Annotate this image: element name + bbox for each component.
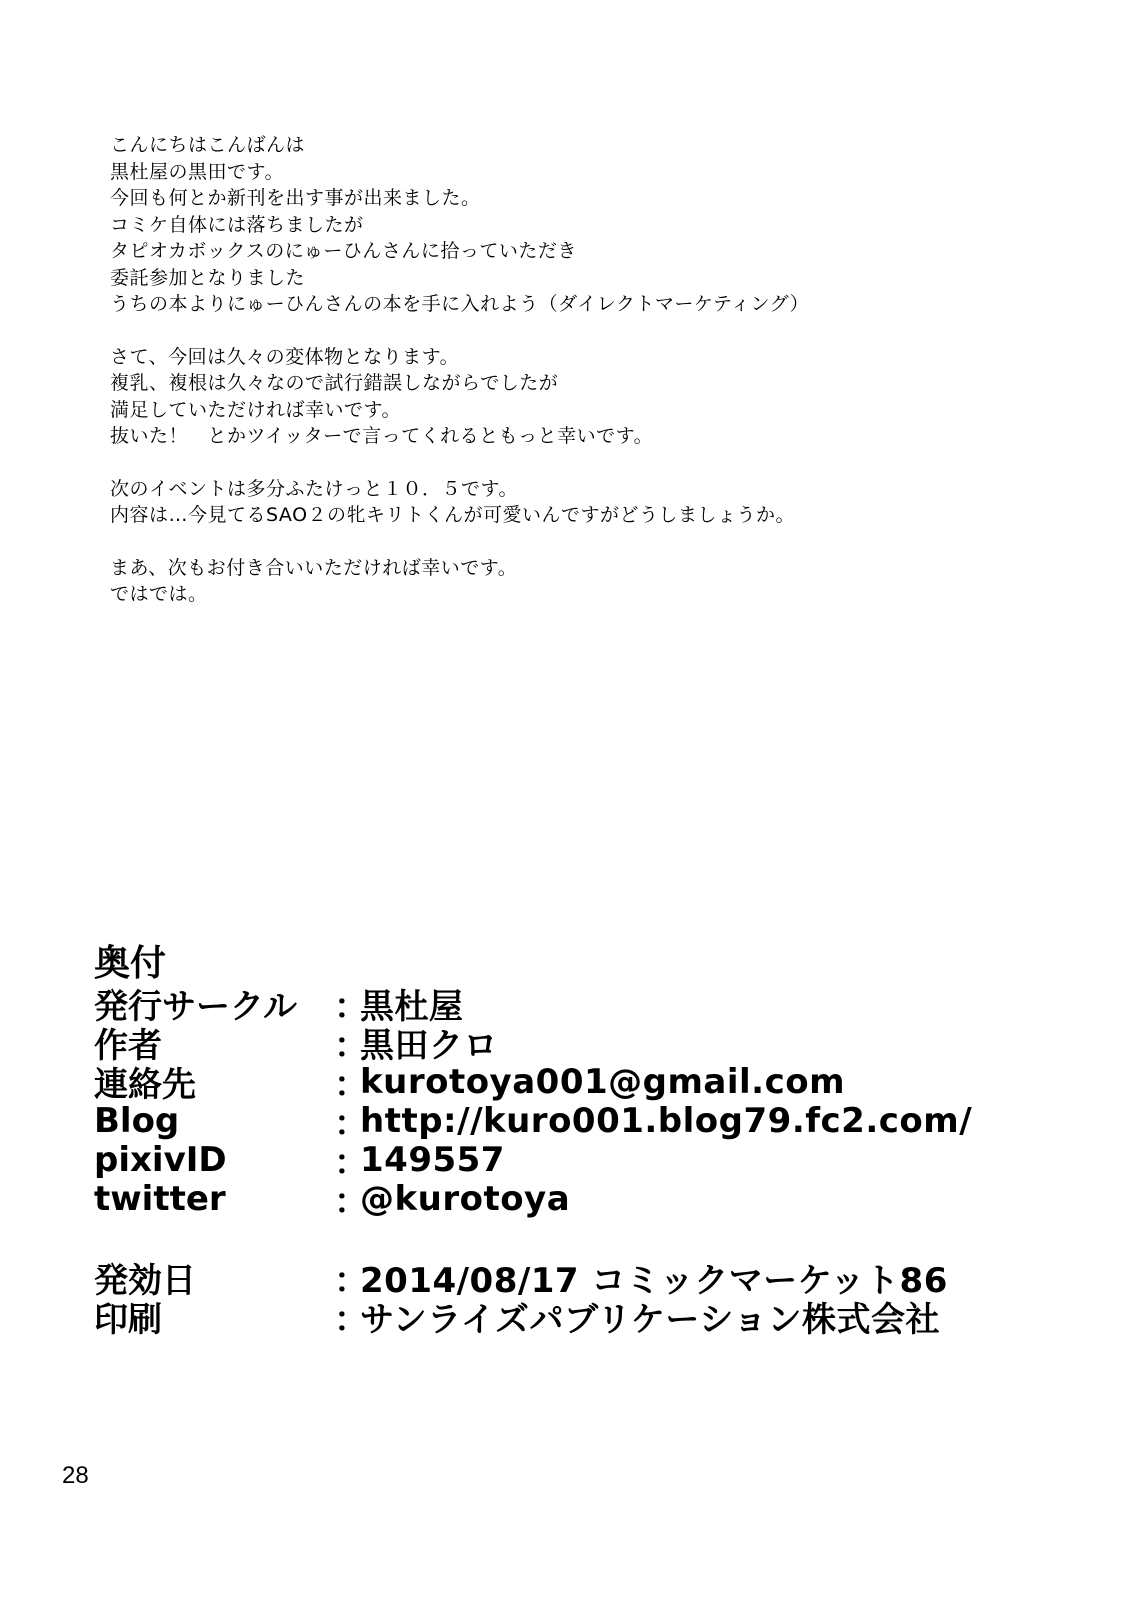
colophon-row-printer [94, 1297, 1054, 1340]
page-number: 28 [62, 1462, 89, 1489]
colophon-row-blog [94, 1100, 1054, 1144]
text-line: 抜いた！ とかツイッターで言ってくれるともっと幸いです。 [110, 425, 654, 447]
issue-date: 2014/08/17 コミックマーケット86 [360, 1261, 948, 1301]
colophon-row-pixiv [94, 1139, 1054, 1183]
text-line: ではでは。 [110, 583, 208, 605]
contact-email: kurotoya001@gmail.com [360, 1061, 846, 1102]
afterword-paragraph-1 [110, 132, 1010, 318]
colophon-row-twitter [94, 1178, 1054, 1222]
colophon-label: 印刷 [94, 1300, 162, 1340]
twitter-handle: @kurotoya [360, 1178, 571, 1219]
pixiv-id: 149557 [360, 1139, 505, 1180]
text-line: 今回も何とか新刊を出す事が出来ました。 [110, 187, 481, 209]
text-line: 内容は…今見てるSAO２の牝キリトくんが可愛いんですがどうしましょうか。 [110, 504, 796, 526]
colophon-separator: ： [334, 987, 368, 1027]
printer-name: サンライズパブリケーション株式会社 [360, 1300, 941, 1340]
colophon-spacer [94, 1218, 1054, 1258]
text-line: タピオカボックスのにゅーひんさんに拾っていただき [110, 240, 577, 262]
colophon [94, 943, 1054, 1340]
colophon-separator: ： [334, 1104, 368, 1144]
colophon-label: 連絡先 [94, 1065, 196, 1105]
colophon-separator: ： [334, 1065, 368, 1105]
colophon-value: 黒杜屋 [360, 987, 464, 1027]
colophon-label: twitter [94, 1178, 226, 1219]
colophon-label: pixivID [94, 1139, 227, 1180]
colophon-label: 発効日 [94, 1261, 196, 1301]
colophon-separator: ： [334, 1300, 368, 1340]
colophon-separator: ： [334, 1143, 368, 1183]
colophon-label: 発行サークル [94, 987, 297, 1027]
colophon-separator: ： [334, 1261, 368, 1301]
colophon-separator: ： [334, 1182, 368, 1222]
colophon-value: 黒田クロ [360, 1026, 498, 1066]
colophon-label: Blog [94, 1100, 180, 1141]
text-line: 委託参加となりました [110, 266, 306, 289]
text-line: 次のイベントは多分ふたけっと１０．５です。 [110, 477, 518, 500]
text-line: コミケ自体には落ちましたが [110, 213, 364, 236]
text-line: さて、今回は久々の変体物となります。 [110, 345, 460, 368]
colophon-row-contact [94, 1061, 1054, 1105]
text-line: こんにちはこんばんは [110, 134, 306, 156]
text-line: 複乳、複根は久々なので試行錯誤しながらでしたが [110, 372, 559, 394]
colophon-heading: 奥付 [94, 943, 167, 984]
colophon-label: 作者 [94, 1026, 162, 1066]
text-line: うちの本よりにゅーひんさんの本を手に入れよう（ダイレクトマーケティング） [110, 293, 810, 315]
afterword-paragraph-2 [110, 344, 1010, 450]
text-line: まあ、次もお付き合いいただければ幸いです。 [110, 556, 518, 579]
afterword-paragraph-3 [110, 476, 1010, 529]
colophon-separator: ： [334, 1026, 368, 1066]
text-line: 黒杜屋の黒田です。 [110, 160, 284, 183]
blog-url: http://kuro001.blog79.fc2.com/ [360, 1100, 973, 1141]
text-line: 満足していただければ幸いです。 [110, 398, 401, 421]
afterword [110, 132, 1010, 634]
afterword-paragraph-4 [110, 555, 1010, 608]
